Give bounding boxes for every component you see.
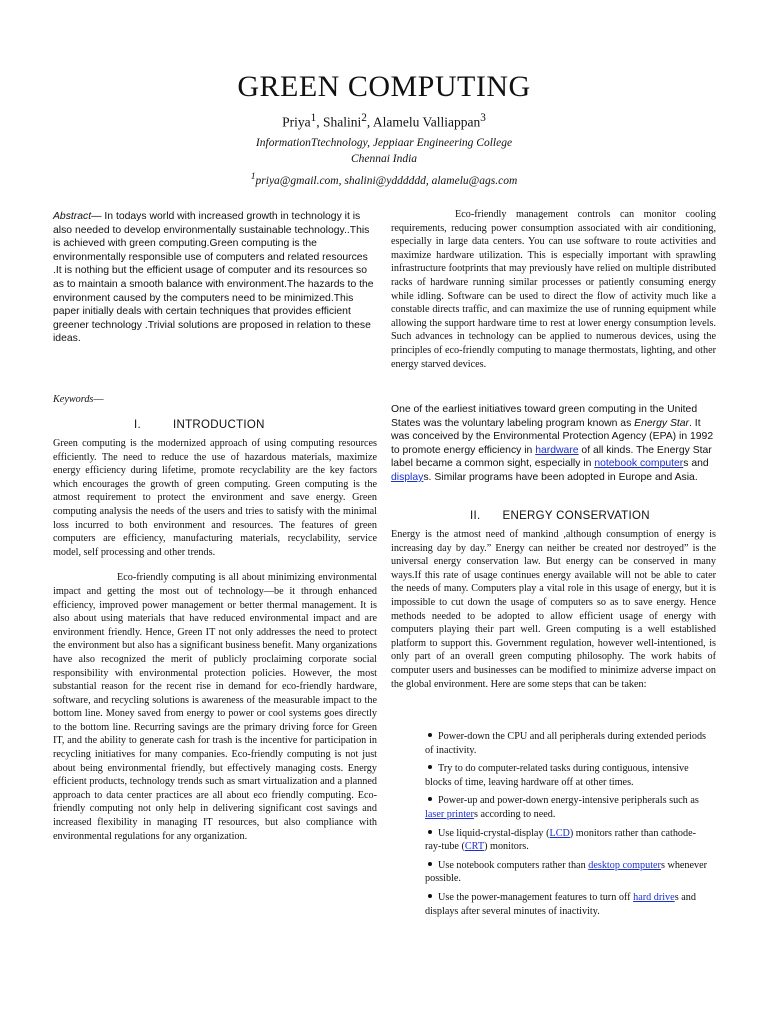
paragraph: Energy is the atmost need of mankind ,although consumption of energy is increasing day by day.” Energy can neither be created nor destroyed” is the universal energy conservation law. But energy can be conserved in many ways.If this rate of usage continues energy available will not be able to cater the needs of many. Computers play a vital role in this usage of energy, but it is impossible to cut down the usage of computers so as to save energy. Hence methods needed to be adopted to allow efficient usage of energy with computers playing their part well. Green computing is a well established platform to support this. Government regulation, however well-intentioned, is only part of an overall green computing philosophy. The work habits of computer users and businesses can be modified to minimize adverse impact on the global environment. Here are some steps that can be taken: [391, 529, 716, 690]
email-list: priya@gmail.com, shalini@ydddddd, alamelu@ags.com [255, 174, 518, 187]
keywords-dash: — [93, 394, 104, 405]
section-heading-energy-conservation [470, 510, 650, 522]
author-name: Shalini [322, 114, 362, 130]
bullet-list [425, 730, 710, 923]
keywords-label: Keywords [53, 394, 94, 405]
bullet-icon [428, 765, 432, 769]
text-run: of all kinds. The Energy Star label became a common sight, especially in [391, 444, 712, 470]
list-item-text: Use liquid-crystal-display ( [438, 827, 550, 839]
list-item-text: Use notebook computers rather than [438, 859, 589, 871]
hard-drive-link[interactable]: hard drive [633, 891, 675, 903]
list-item [425, 859, 710, 886]
crt-link[interactable]: CRT [464, 841, 485, 853]
bullet-icon [428, 830, 432, 834]
list-item [425, 730, 710, 757]
affiliation-city: Chennai India [350, 153, 418, 165]
author-sup: 1 [310, 112, 317, 124]
lcd-link[interactable]: LCD [549, 827, 570, 839]
list-item [425, 794, 710, 821]
bullet-icon [428, 862, 432, 866]
list-item-text: s and displays after several minutes of inactivity. [425, 891, 696, 917]
email-sup: 1 [250, 171, 256, 182]
paragraph: Green computing is the modernized approach of using computing resources efficiently. The need to reduce the use of hazardous materials, maximize energy efficiency during lifetime, promote recyclability are the key factors which encourages the growth of green computing. Green computing is the atmost requirement to protect the environment and save energy. Green computing analysis the needs of the users and tries to satisfy with the minimal loss incurred to both environment and resources. The features of green computers are efficiency, manufacturing materials, recyclability, service model, self processing and other trends. [53, 438, 377, 558]
section-title: ENERGY CONSERVATION [502, 510, 650, 522]
email-line [0, 171, 768, 187]
list-item-text: s according to need. [473, 808, 556, 820]
text-run: s and [683, 458, 709, 470]
hardware-link[interactable]: hardware [535, 444, 579, 456]
list-item-text: Power-up and power-down energy-intensive peripherals such as [438, 795, 699, 807]
abstract [53, 210, 377, 346]
bullet-icon [428, 797, 432, 801]
paragraph: Eco-friendly computing is all about minimizing environmental impact and getting the most out of technology—be it through enhanced efficiency, improved power management or better thermal management. It is also about using materials that have reduced environmental impact and are environment friendly. Hence, Green IT not only addresses the need to protect the environment but also has a significant business benefit. Many organizations have also recognized the merit of publicly proclaiming corporate social responsibility with environmental protection policies. However, the most substantial reason for the recent rise in demand for eco-friendly hardware, software, and recycling solutions is awareness of the measurable impact to the bottom line. Money saved from energy to power or cool systems goes directly to the bottom line. Recurring savings are the primary driving force for Green IT, and the ability to generate cash for trash is the incentive for participation in recycling initiatives for many companies. Eco-friendly computing is not just about being environmental friendly, but effectively managing costs. Energy efficient products, technology trends such as smart virtualization and a planned approach to data center practices are all about eco friendly computing. Eco-friendly computing not only help in delivering significant cost savings and increased flexibility in managing IT resources, but also compliance with environmental regulations for any organization. [53, 572, 377, 842]
affiliation-line: InformationTtechnology, Jeppiaar Engineering College [255, 137, 513, 149]
author-sup: 2 [361, 112, 367, 124]
list-item-text: s whenever possible. [425, 859, 708, 885]
paragraph: Eco-friendly management controls can monitor cooling requirements, reducing power consumption associated with air conditioning, especially in large data centers. You can use software to route activities and maximize hardware utilization. This is especially important with sprawling infrastructure footprints that may previously have relied on multiple distributed racks of hardware running similar processes or patiently consuming energy while idling. Software can be used to direct the flow of activity much like a constable directs traffic, and can maximize the use of running equipment while allowing the support hardware time to rest at lower energy consumption levels. Such advances in technology can be applied to numerous devices, using the principles of eco-friendly computing to manage thermostats, lighting, and other energy starved devices. [391, 209, 716, 370]
abstract-text: In todays world with increased growth in technology it is also needed to develop environmentally sustainable technology..This is achieved with green computing.Green computing is the environmentally responsible use of computers and related resources .It is nothing but the efficient usage of computer and its resources so as to maintain a smooth balance with environment.The hazards to the environment caused by the computers need to be minimized.This paper initially deals with certain techniques that provides efficient greener technology .Trivial solutions are proposed in relation to these ideas. [53, 211, 374, 345]
keywords [53, 393, 377, 407]
list-item [425, 762, 710, 789]
author-sep: , [366, 114, 373, 130]
author-line [0, 112, 768, 131]
abstract-label: Abstract [53, 211, 92, 222]
desktop-computer-link[interactable]: desktop computer [588, 859, 661, 871]
list-item [425, 827, 710, 854]
laser-printer-link[interactable]: laser printer [425, 808, 474, 820]
list-item [425, 891, 710, 918]
abstract-dash: — [91, 211, 102, 222]
list-item-text: Use the power-management features to turn off [438, 891, 634, 903]
right-column-top [391, 208, 716, 371]
list-item-text: ) monitors rather than cathode-ray-tube ( [425, 827, 697, 853]
list-item-text: Try to do computer-related tasks during contiguous, intensive blocks of time, leaving hardware off at other times. [425, 763, 689, 788]
author-sup: 3 [480, 112, 486, 124]
list-item-text: Power-down the CPU and all peripherals during extended periods of inactivity. [425, 731, 707, 756]
bullet-icon [428, 894, 432, 898]
energy-star-term: Energy Star [634, 417, 690, 429]
introduction-body [53, 437, 377, 843]
author-sep: , [316, 114, 323, 130]
paper-title: GREEN COMPUTING [237, 70, 531, 103]
section-number: II. [470, 510, 481, 522]
section-heading-introduction [134, 419, 265, 431]
display-link[interactable]: display [391, 471, 424, 483]
text-run: . It was conceived by the Environmental Protection Agency (EPA) in 1992 to promote energy efficiency in [391, 417, 714, 456]
section-number: I. [134, 419, 141, 431]
energy-conservation-body [391, 528, 716, 691]
energy-star-paragraph [391, 403, 716, 485]
notebook-computer-link[interactable]: notebook computer [594, 458, 684, 470]
bullet-icon [428, 733, 432, 737]
author-name: Alamelu Valliappan [372, 114, 481, 130]
text-run: s. Similar programs have been adopted in Europe and Asia. [423, 471, 698, 483]
author-name: Priya [282, 114, 311, 130]
text-run: One of the earliest initiatives toward green computing in the United States was the voluntary labeling program known as [391, 404, 698, 429]
section-title: INTRODUCTION [173, 419, 265, 431]
list-item-text: ) monitors. [484, 841, 529, 853]
